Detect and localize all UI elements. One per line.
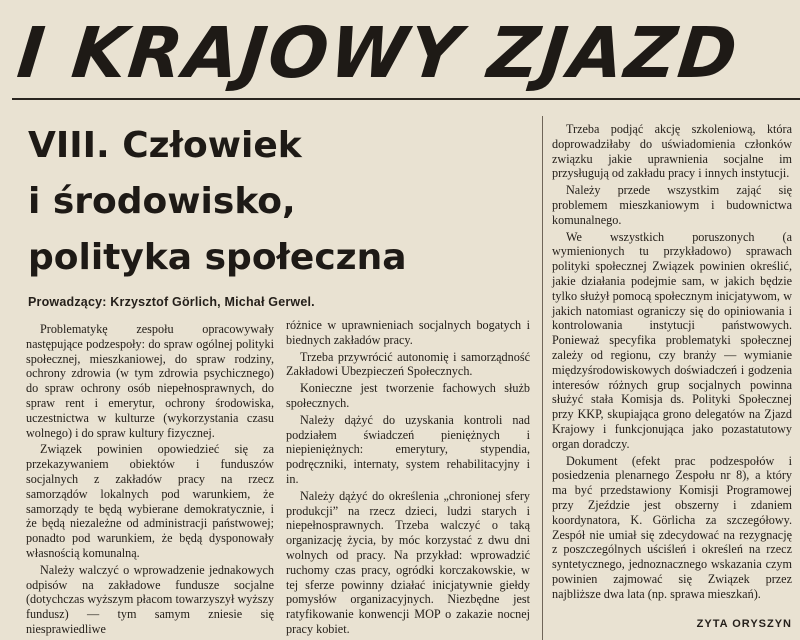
masthead-rule — [12, 98, 800, 100]
paragraph: Konieczne jest tworzenie fachowych służb społecznych. — [286, 381, 530, 410]
column-divider — [542, 116, 543, 640]
paragraph: różnice w uprawnieniach socjalnych bogatych i biednych zakładów pracy. — [286, 318, 530, 347]
paragraph: Należy walczyć o wprowadzenie jednakowych odpisów na zakładowe fundusze socjalne (dotychczas wyższym płacom towarzyszył wyższy fundusz) — tym samym zniesie się niesprawiedliwe — [26, 562, 274, 636]
paragraph: We wszystkich poruszonych (a wymienionych tu przykładowo) sprawach polityki społecznej Związek powinien określić, jakie działania podejmie sam, w jakich będzie tylko służył pomocą społecznym inicjatywom, w jakich natomiast ograniczy się do opiniowania i kontrolowania instytucji państwowych. Ponieważ specyfika problematyki społecznej zależy od regionu, czy branży — wymianie międzyśrodowiskowych doświadczeń i godzenia interesów różnych grup socjalnych powinna służyć stała Komisja ds. Polityki Społecznej przy KKP, skupiająca grono delegatów na Zjazd Krajowy i funkcjonująca jako pozastatutowy organ doradczy. — [552, 229, 792, 451]
headline-line: VIII. Człowiek — [28, 125, 302, 166]
text-column-3 — [552, 122, 792, 604]
paragraph: Związek powinien opowiedzieć się za przekazywaniem obiektów i funduszów socjalnych z zakładów pracy na rzecz samorządów lokalnych pod warunkiem, że samorządy te będą wybierane demokratycznie, i że będą niezależne od administracji państwowej; ponadto pod warunkiem, że będą dysponowały własnością komunalną. — [26, 442, 274, 560]
masthead-title: I KRAJOWY ZJAZD — [13, 12, 743, 94]
paragraph: Problematykę zespołu opracowywały następujące podzespoły: do spraw ogólnej polityki społecznej, mieszkaniowej, do spraw rodziny, ochrony zdrowia (w tym zdrowia psychicznego) do spraw ochrony osób niepełnosprawnych, do spraw rent i emerytur, ochrony środowiska, uczestnictwa w kulturze (wykorzystania czasu wolnego) i do spraw kultury fizycznej. — [26, 322, 274, 440]
headline-line: i środowisko, — [28, 181, 296, 222]
masthead — [0, 0, 800, 108]
author-signature: ZYTA ORYSZYN — [696, 618, 792, 630]
paragraph: Trzeba przywrócić autonomię i samorządność Zakładowi Ubezpieczeń Społecznych. — [286, 349, 530, 379]
paragraph: Należy dążyć do określenia „chronionej sfery produkcji” na rzecz dzieci, ludzi starych i niepełnosprawnych. Trzeba walczyć o taką organizację życia, by móc korzystać z dwu dni wolnych od pracy. Na przykład: wprowadzić ruchomy czas pracy, ogródki korczakowskie, w tej sferze powinny działać inicjatywnie giełdy pomysłów organizacyjnych. Niezbędne jest ratyfikowanie konwencji MOP o zakazie nocnej pracy kobiet. — [286, 488, 530, 636]
text-column-2 — [286, 318, 530, 639]
article-headline — [28, 118, 538, 286]
paragraph: Należy przede wszystkim zająć się problemem mieszkaniowym i budownictwa komunalnego. — [552, 183, 792, 227]
text-column-1 — [26, 322, 274, 639]
paragraph: Należy dążyć do uzyskania kontroli nad podziałem świadczeń pieniężnych i niepieniężnych: emerytury, stypendia, podręczniki, internaty, system rehabilitacyjny i in. — [286, 412, 530, 486]
paragraph: Trzeba podjąć akcję szkoleniową, która doprowadziłaby do uświadomienia członków związku jakie uprawnienia socjalne im przysługują od zakładu pracy i innych instytucji. — [552, 122, 792, 181]
headline-line: polityka społeczna — [28, 237, 407, 278]
paragraph: Dokument (efekt prac podzespołów i posiedzenia plenarnego Zespołu nr 8), a który ma być przedstawiony Komisji Programowej przy Zjeździe jest obszerny i zdaniem koordynatora, K. Görlicha za szczegółowy. Zespół nie umiał się zdecydować na rezygnację z poszczególnych uściśleń i określeń na rzecz syntetycznego, jednoznacznego wskazania czym powinien zajmować się Związek przez najbliższe dwa lata (np. sprawa mieszkań). — [552, 453, 792, 601]
article-byline: Prowadzący: Krzysztof Görlich, Michał Gerwel. — [28, 295, 315, 309]
